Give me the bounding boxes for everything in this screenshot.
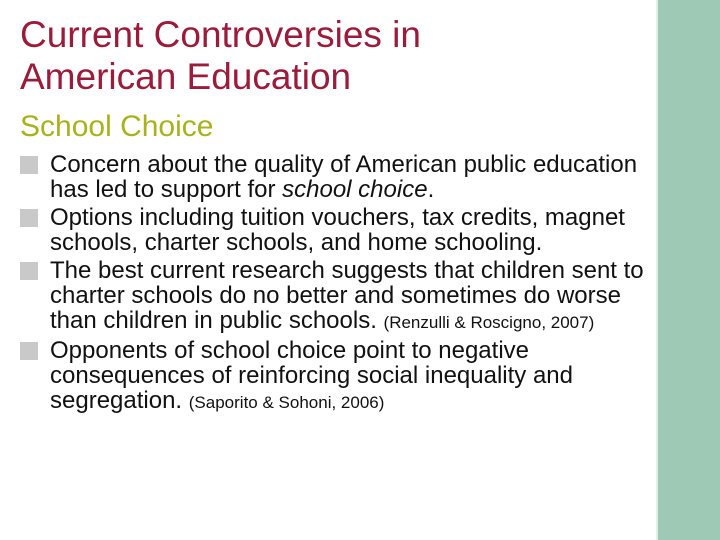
bullet-text: The best current research suggests that children sent to charter schools do no better and sometimes do worse than children in public schools. [50,257,644,334]
bullet-item-opponents [20,338,655,415]
bullet-text-ending: . [427,176,435,203]
slide-title-line-2: American Education [20,56,352,97]
slide-title-line-1: Current Controversies in [20,14,421,55]
square-bullet-icon [20,342,38,360]
citation: (Saporito & Sohoni, 2006) [188,393,385,412]
slide-subtitle: School Choice [20,110,214,143]
bullet-text: Opponents of school choice point to negative consequences of reinforcing social inequality and segregation. [50,337,573,414]
bullet-emphasis: school choice [282,176,428,203]
bullet-item-options [20,205,655,255]
slide-title [20,14,640,98]
square-bullet-icon [20,156,38,174]
bullet-item-charter-research [20,258,655,335]
bullet-text: Concern about the quality of American public education has led to support for [50,151,638,203]
right-sidebar-accent [658,0,720,540]
bullet-item-school-choice [20,152,655,202]
bullet-text: Options including tuition vouchers, tax credits, magnet schools, charter schools, and home schooling. [50,204,625,256]
citation: (Renzulli & Roscigno, 2007) [383,313,595,332]
square-bullet-icon [20,262,38,280]
bullet-list [20,152,655,418]
square-bullet-icon [20,209,38,227]
